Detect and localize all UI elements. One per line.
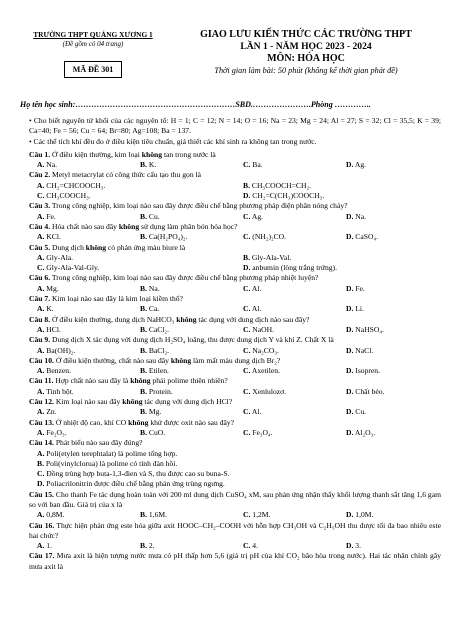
question-number: Câu 5.: [29, 242, 51, 252]
option-text: CH₂=CHCOOCH₃.: [46, 180, 106, 190]
option-text: Protein.: [148, 386, 173, 396]
option-text: (NH₂)₂CO.: [252, 232, 287, 242]
option-label: C.: [243, 283, 251, 293]
option-label: B.: [140, 366, 147, 376]
option-label: A.: [37, 345, 45, 355]
option-text: K.: [46, 304, 54, 314]
answer-option: [37, 284, 140, 294]
question-number: Câu 15.: [29, 489, 54, 499]
answer-option: [140, 232, 243, 242]
option-label: C.: [243, 427, 251, 437]
option-label: A.: [37, 211, 45, 221]
option-text: NaHSO₄.: [355, 324, 384, 334]
school-header: [18, 30, 168, 78]
question-stem: [29, 490, 441, 511]
answer-option: [140, 346, 243, 356]
option-label: C.: [243, 232, 251, 242]
question-text: Ở điều kiện thường, dung dịch NaHCO₃ không tác dụng với dung dịch nào sau đây?: [52, 314, 310, 324]
option-label: A.: [37, 427, 45, 437]
option-label: D.: [346, 541, 354, 551]
question-text: Ở điều kiện thường, kim loại không tan trong nước là: [52, 149, 216, 159]
school-name: TRƯỜNG THPT QUẢNG XƯƠNG 1: [33, 30, 153, 39]
question-13: [29, 418, 441, 439]
option-label: C.: [243, 386, 251, 396]
question-4: [29, 222, 441, 243]
answer-option: [243, 191, 449, 201]
option-text: Al.: [251, 283, 262, 293]
option-text: Fe.: [46, 211, 56, 221]
option-text: Poliacrilonitrin được điều chế bằng phản ứng trùng ngưng.: [46, 479, 225, 489]
answer-option: [346, 160, 449, 170]
answer-option: [243, 181, 449, 191]
option-label: A.: [37, 407, 45, 417]
answer-option: [140, 212, 243, 222]
option-text: Poli(etylen terephtalat) là polime tổng hợp.: [46, 448, 178, 458]
option-label: C.: [243, 160, 251, 170]
question-text: Dung dịch X tác dụng với dung dịch H₂SO₄ loãng, thu được dung dịch Y và khí Z. Chất X là: [52, 335, 334, 345]
question-stem: [29, 551, 441, 572]
question-stem: [29, 150, 441, 160]
option-text: Al₂O₃.: [354, 427, 376, 437]
option-label: A.: [37, 160, 45, 170]
question-stem: [29, 335, 441, 345]
option-label: B.: [243, 252, 250, 262]
question-16: [29, 521, 441, 552]
question-9: [29, 335, 441, 356]
answer-option: [37, 253, 243, 263]
exam-content: [29, 116, 441, 572]
option-label: D.: [346, 345, 354, 355]
question-2: [29, 170, 441, 201]
option-label: D.: [346, 510, 354, 520]
option-label: D.: [346, 324, 354, 334]
question-text: Kim loại nào sau đây là kim loại kiềm thổ?: [52, 294, 183, 304]
answer-option: [37, 387, 140, 397]
candidate-info-line: Họ tên học sinh:……………………………………………………SBD.………………….Phòng …………..: [20, 100, 371, 109]
question-stem: [29, 418, 441, 428]
option-text: Đồng trùng hợp buta-1,3-đien và S, thu được cao su buna-S.: [46, 469, 230, 479]
option-text: Ba(OH)₂.: [46, 345, 76, 355]
option-text: Chất béo.: [355, 386, 385, 396]
answer-option: [37, 449, 449, 459]
option-text: Ag.: [251, 211, 264, 221]
option-text: Al.: [251, 304, 262, 314]
answer-options: [29, 510, 441, 520]
answer-option: [243, 387, 346, 397]
option-label: A.: [37, 541, 45, 551]
option-text: Poli(vinylclorua) là polime có tính đàn hồi.: [45, 458, 178, 468]
answer-options: [29, 325, 441, 335]
option-text: CH₃COOCH=CH₂.: [251, 180, 312, 190]
answer-option: [37, 181, 243, 191]
option-text: Gly-Ala-Val.: [251, 252, 292, 262]
option-label: D.: [243, 263, 251, 273]
question-11: [29, 376, 441, 397]
answer-option: [140, 160, 243, 170]
option-label: A.: [37, 366, 45, 376]
answer-options: [29, 346, 441, 356]
option-label: A.: [37, 304, 45, 314]
question-number: Câu 14.: [29, 438, 54, 448]
option-text: 1,0M.: [355, 510, 374, 520]
option-text: Zn.: [46, 407, 57, 417]
option-label: B.: [140, 407, 147, 417]
page-count-note: (Đề gồm có 04 trang): [62, 40, 124, 48]
option-text: Ag.: [354, 160, 367, 170]
answer-option: [243, 284, 346, 294]
question-stem: [29, 243, 441, 253]
option-text: 0,8M.: [46, 510, 65, 520]
option-text: 2.: [148, 541, 155, 551]
question-number: Câu 13.: [29, 417, 54, 427]
option-label: A.: [37, 283, 45, 293]
question-17: [29, 551, 441, 572]
option-text: NaOH.: [252, 324, 275, 334]
option-label: C.: [243, 211, 251, 221]
option-label: C.: [243, 541, 251, 551]
answer-option: [140, 366, 243, 376]
question-text: Metyl metacrylat có công thức cấu tạo thu gọn là: [52, 170, 201, 180]
answer-option: [37, 212, 140, 222]
question-number: Câu 1.: [29, 149, 51, 159]
option-text: Cu.: [355, 407, 367, 417]
option-label: D.: [346, 283, 354, 293]
answer-option: [37, 191, 243, 201]
option-label: B.: [140, 427, 147, 437]
question-number: Câu 11.: [29, 376, 54, 386]
option-label: A.: [37, 510, 45, 520]
option-label: B.: [140, 345, 147, 355]
option-text: Fe₃O₄.: [252, 427, 273, 437]
option-label: A.: [37, 324, 45, 334]
option-text: CH₃COOCH₃.: [46, 191, 91, 201]
question-stem: [29, 222, 441, 232]
answer-option: [243, 541, 346, 551]
option-label: C.: [243, 324, 251, 334]
question-text: Mưa axit là hiện tượng nước mưa có pH thấp hơn 5,6 (giá trị pH của khí CO₂ bão hòa trong nước). Hai tác nhân chính gây mưa axit là: [29, 551, 441, 571]
option-text: Ba.: [252, 160, 263, 170]
question-text: Kim loại nào sau đây không tác dụng với dung dịch HCl?: [55, 397, 233, 407]
option-label: D.: [346, 407, 354, 417]
exam-code-box: MÃ ĐỀ 301: [64, 61, 122, 78]
answer-option: [243, 366, 346, 376]
option-text: 1,2M.: [252, 510, 271, 520]
option-text: Xenlulozơ.: [252, 386, 287, 396]
answer-options: [29, 160, 441, 170]
exam-title-block: [170, 29, 442, 76]
question-6: [29, 273, 441, 294]
option-text: Al.: [251, 407, 262, 417]
answer-option: [346, 325, 449, 335]
option-label: C.: [243, 304, 251, 314]
note-atomic-masses: • Cho biết nguyên tử khối của các nguyên tố: H = 1; C = 12; N = 14; O = 16; Na = 23; Mg = 24; Al = 27; S = 32; Cl = 35,5; K = 39; Ca=40; Fe = 56; Cu = 64; Br=80; Ag=108; Ba = 137.: [29, 116, 441, 136]
answer-option: [140, 541, 243, 551]
answer-option: [37, 366, 140, 376]
exam-subject: MÔN: HÓA HỌC: [267, 53, 345, 64]
option-label: D.: [243, 191, 251, 201]
option-label: D.: [346, 386, 354, 396]
answer-option: [37, 428, 140, 438]
answer-option: [243, 212, 346, 222]
option-label: B.: [140, 283, 147, 293]
question-stem: [29, 438, 441, 448]
option-text: Gly-Ala.: [46, 252, 74, 262]
question-text: Hóa chất nào sau đây không sử dụng làm phân bón hóa học?: [52, 221, 238, 231]
question-5: [29, 243, 441, 274]
option-text: 3.: [355, 541, 361, 551]
question-stem: [29, 273, 441, 283]
question-number: Câu 16.: [29, 520, 55, 530]
answer-option: [243, 304, 346, 314]
option-label: C.: [243, 366, 251, 376]
option-text: K.: [148, 160, 157, 170]
option-label: D.: [37, 479, 45, 489]
option-label: A.: [37, 448, 45, 458]
option-text: CaSO₄.: [355, 232, 378, 242]
answer-options: [29, 407, 441, 417]
answer-option: [140, 284, 243, 294]
answer-options: [29, 387, 441, 397]
question-7: [29, 294, 441, 315]
option-text: KCl.: [46, 232, 61, 242]
answer-option: [140, 387, 243, 397]
answer-option: [140, 304, 243, 314]
answer-option: [37, 459, 449, 469]
question-stem: [29, 521, 441, 542]
answer-option: [243, 510, 346, 520]
option-label: A.: [37, 232, 45, 242]
answer-option: [243, 325, 346, 335]
exam-round: LẦN 1 - NĂM HỌC 2023 - 2024: [240, 41, 372, 52]
exam-time: Thời gian làm bài: 50 phút (không kể thời gian phát đề): [214, 66, 398, 75]
answer-option: [243, 253, 449, 263]
answer-option: [243, 232, 346, 242]
answer-options: [29, 428, 441, 438]
option-text: CaCl₂.: [148, 324, 170, 334]
option-label: D.: [346, 366, 354, 376]
option-text: Benzen.: [46, 366, 71, 376]
note-gas-conditions: • Các thể tích khí đều đo ở điều kiện tiêu chuẩn, giả thiết các khí sinh ra không tan trong nước.: [29, 136, 317, 146]
option-label: A.: [37, 386, 45, 396]
answer-option: [37, 160, 140, 170]
answer-option: [37, 510, 140, 520]
question-1: [29, 150, 441, 171]
option-label: D.: [346, 304, 354, 314]
answer-option: [37, 346, 140, 356]
answer-option: [243, 407, 346, 417]
option-label: B.: [140, 232, 147, 242]
option-text: Isopren.: [355, 366, 380, 376]
option-text: Gly-Ala-Val-Gly.: [46, 263, 100, 273]
option-text: Tinh bột.: [46, 386, 74, 396]
question-number: Câu 9.: [29, 335, 51, 345]
option-label: C.: [37, 263, 45, 273]
answer-option: [243, 160, 346, 170]
question-8: [29, 315, 441, 336]
question-number: Câu 6.: [29, 273, 51, 283]
option-label: A.: [37, 180, 45, 190]
answer-option: [346, 232, 449, 242]
answer-option: [37, 325, 140, 335]
option-text: Fe.: [355, 283, 365, 293]
answer-options: [29, 253, 441, 274]
option-label: C.: [243, 510, 251, 520]
option-label: B.: [140, 304, 147, 314]
option-label: D.: [346, 211, 354, 221]
answer-option: [37, 232, 140, 242]
question-3: [29, 201, 441, 222]
answer-options: [29, 181, 441, 202]
answer-option: [37, 469, 449, 479]
option-label: C.: [243, 345, 251, 355]
answer-option: [140, 428, 243, 438]
answer-option: [346, 407, 449, 417]
option-label: D.: [346, 160, 354, 170]
option-text: Li.: [355, 304, 364, 314]
answer-option: [243, 263, 449, 273]
question-stem: [29, 201, 441, 211]
question-number: Câu 8.: [29, 314, 51, 324]
answer-option: [346, 366, 449, 376]
answer-option: [140, 510, 243, 520]
answer-options: [29, 284, 441, 294]
answer-option: [37, 407, 140, 417]
question-number: Câu 3.: [29, 201, 51, 211]
answer-option: [346, 284, 449, 294]
question-number: Câu 4.: [29, 221, 51, 231]
answer-option: [37, 479, 449, 489]
option-text: CH₂=C(CH₃)COOCH₃.: [252, 191, 325, 201]
option-text: Na.: [46, 160, 58, 170]
question-stem: [29, 376, 441, 386]
option-label: B.: [37, 458, 44, 468]
answer-option: [346, 428, 449, 438]
option-label: B.: [140, 510, 147, 520]
option-text: Fe₂O₃.: [46, 427, 67, 437]
option-text: 4.: [252, 541, 258, 551]
answer-option: [140, 325, 243, 335]
question-text: Ở điều kiện thường, chất nào sau đây không làm mất màu dung dịch Br₂?: [55, 355, 281, 365]
answer-options: [29, 304, 441, 314]
answer-option: [346, 304, 449, 314]
option-label: B.: [140, 324, 147, 334]
answer-options: [29, 449, 441, 490]
option-text: Mg.: [148, 407, 162, 417]
question-stem: [29, 170, 441, 180]
answer-option: [37, 304, 140, 314]
option-text: Na₂CO₃.: [252, 345, 279, 355]
question-10: [29, 356, 441, 377]
option-text: anbumin (lòng trắng trứng).: [252, 263, 337, 273]
question-text: Ở nhiệt độ cao, khí CO không khử được oxit nào sau đây?: [55, 417, 235, 427]
option-label: B.: [140, 160, 147, 170]
question-number: Câu 12.: [29, 397, 54, 407]
option-label: D.: [346, 232, 354, 242]
option-label: A.: [37, 252, 45, 262]
option-text: 1.: [46, 541, 52, 551]
question-text: Trong công nghiệp, kim loại nào sau đây được điều chế bằng phương pháp nhiệt luyện?: [51, 273, 319, 283]
answer-options: [29, 212, 441, 222]
question-text: Trong công nghiệp, kim loại nào sau đây được điều chế bằng phương pháp điện phân nóng chảy?: [51, 201, 348, 211]
answer-options: [29, 366, 441, 376]
answer-option: [243, 428, 346, 438]
exam-title: GIAO LƯU KIẾN THỨC CÁC TRƯỜNG THPT: [200, 29, 412, 40]
option-label: C.: [37, 191, 45, 201]
option-label: C.: [37, 469, 45, 479]
question-stem: [29, 294, 441, 304]
option-text: Axetilen.: [251, 366, 280, 376]
question-stem: [29, 356, 441, 366]
question-text: Hợp chất nào sau đây là không phải polime thiên nhiên?: [55, 376, 228, 386]
question-stem: [29, 397, 441, 407]
option-text: 1,6M.: [148, 510, 168, 520]
option-text: Cu.: [148, 211, 160, 221]
answer-option: [140, 407, 243, 417]
question-text: Dung dịch không có phản ứng màu biure là: [52, 242, 186, 252]
option-label: D.: [346, 427, 354, 437]
option-label: B.: [243, 180, 250, 190]
question-stem: [29, 315, 441, 325]
question-list: [29, 150, 441, 572]
answer-option: [37, 541, 140, 551]
question-14: [29, 438, 441, 489]
question-number: Câu 17.: [29, 551, 55, 561]
question-text: Thực hiện phản ứng este hóa giữa axit HOOC–CH₂–COOH với hỗn hợp CH₃OH và C₂H₅OH thu được tối đa bao nhiêu este hai chức?: [29, 520, 441, 540]
answer-options: [29, 541, 441, 551]
answer-option: [346, 212, 449, 222]
option-text: HCl.: [46, 324, 61, 334]
answer-option: [346, 541, 449, 551]
question-12: [29, 397, 441, 418]
question-15: [29, 490, 441, 521]
option-label: B.: [140, 386, 147, 396]
option-text: Mg.: [46, 283, 59, 293]
option-text: BaCl₂.: [148, 345, 170, 355]
option-text: Ca(H₂PO₄)₂.: [148, 232, 188, 242]
option-text: Etilen.: [148, 366, 169, 376]
option-text: Na.: [355, 211, 367, 221]
question-number: Câu 10.: [29, 355, 54, 365]
question-number: Câu 7.: [29, 294, 51, 304]
answer-options: [29, 232, 441, 242]
option-text: NaCl.: [355, 345, 374, 355]
question-text: Cho thanh Fe tác dụng hoàn toàn với 200 ml dung dịch CuSO₄ xM, sau phản ứng nhận thấy khối lượng thanh sắt tăng 1,6 gam so với ban đầu. Giá trị của x là: [29, 489, 441, 509]
answer-option: [346, 510, 449, 520]
answer-option: [243, 346, 346, 356]
question-text: Phát biểu nào sau đây đúng?: [55, 438, 143, 448]
answer-option: [346, 387, 449, 397]
option-text: CuO.: [148, 427, 166, 437]
option-text: Ca.: [148, 304, 160, 314]
question-number: Câu 2.: [29, 170, 51, 180]
option-label: B.: [140, 211, 147, 221]
option-label: B.: [140, 541, 147, 551]
option-text: Na.: [148, 283, 160, 293]
answer-option: [346, 346, 449, 356]
answer-option: [37, 263, 243, 273]
option-label: C.: [243, 407, 251, 417]
